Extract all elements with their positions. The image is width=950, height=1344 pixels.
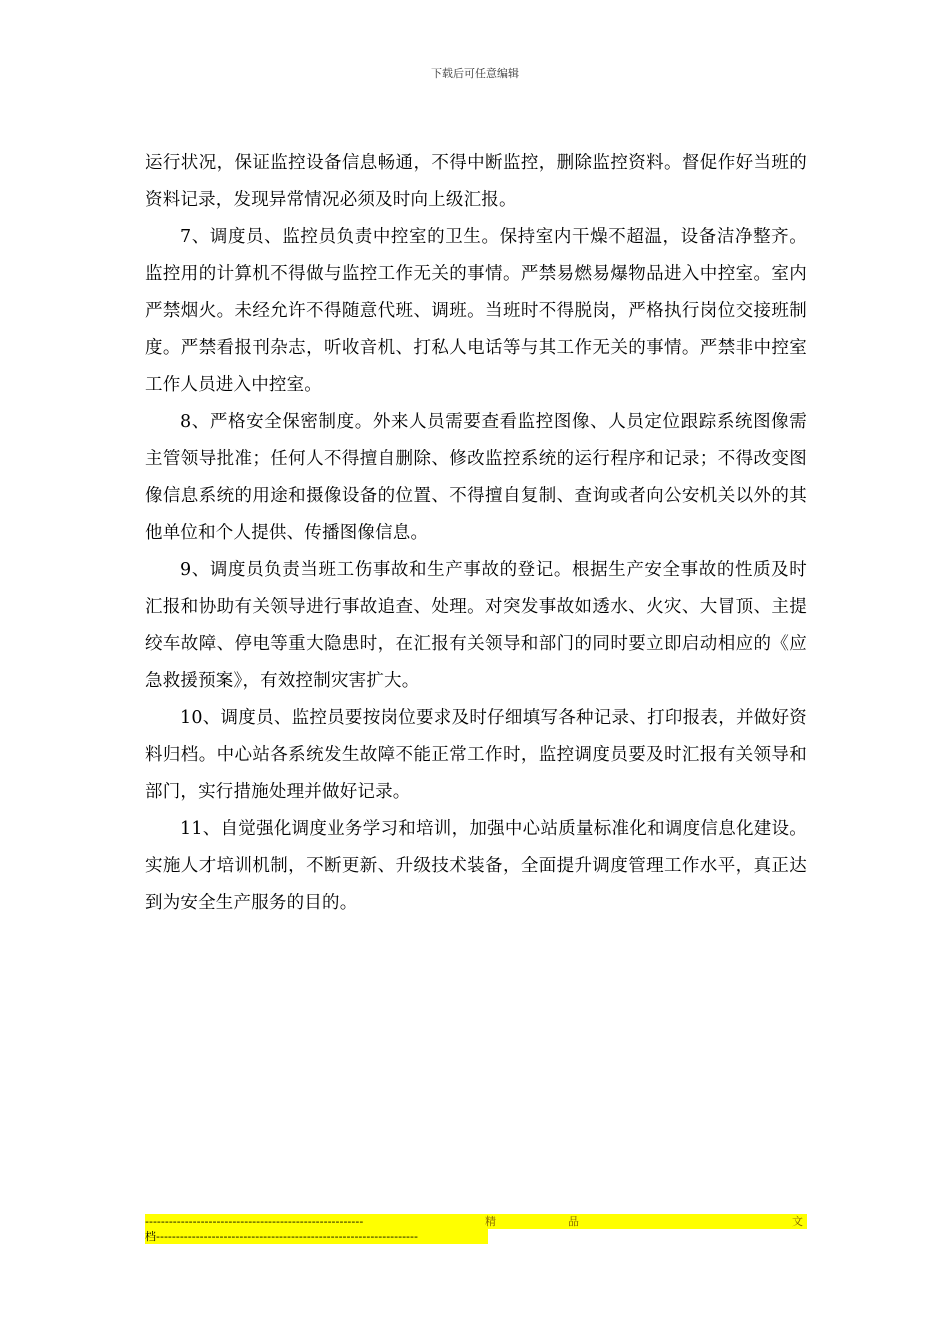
footer-char-pin: 品 (568, 1215, 579, 1228)
footer-highlight-line-2: 档------------------------------------------------------------------ (145, 1229, 488, 1244)
footer-char-wen: 文 (792, 1215, 803, 1228)
paragraph-item-7: 7、调度员、监控员负责中控室的卫生。保持室内干燥不超温，设备洁净整齐。监控用的计算机不得做与监控工作无关的事情。严禁易燃易爆物品进入中控室。室内严禁烟火。未经允许不得随意代班、调班。当班时不得脱岗，严格执行岗位交接班制度。严禁看报刊杂志，听收音机、打私人电话等与其工作无关的事情。严禁非中控室工作人员进入中控室。 (145, 227, 807, 395)
footer-highlight-line-1 (145, 1214, 807, 1229)
paragraph-continuation: 运行状况，保证监控设备信息畅通，不得中断监控，删除监控资料。督促作好当班的资料记录，发现异常情况必须及时向上级汇报。 (145, 153, 807, 210)
footer-dashes: ------------------------------------------------------- (145, 1215, 364, 1228)
page-header: 下载后可任意编辑 (431, 67, 519, 80)
paragraph-item-8: 8、严格安全保密制度。外来人员需要查看监控图像、人员定位跟踪系统图像需主管领导批准；任何人不得擅自删除、修改监控系统的运行程序和记录；不得改变图像信息系统的用途和摄像设备的位置、不得擅自复制、查询或者向公安机关以外的其他单位和个人提供、传播图像信息。 (145, 412, 807, 543)
paragraph-item-10: 10、调度员、监控员要按岗位要求及时仔细填写各种记录、打印报表，并做好资料归档。中心站各系统发生故障不能正常工作时，监控调度员要及时汇报有关领导和部门，实行措施处理并做好记录。 (145, 708, 807, 802)
paragraph-item-9: 9、调度员负责当班工伤事故和生产事故的登记。根据生产安全事故的性质及时汇报和协助有关领导进行事故追查、处理。对突发事故如透水、火灾、大冒顶、主提绞车故障、停电等重大隐患时，在汇报有关领导和部门的同时要立即启动相应的《应急救援预案》，有效控制灾害扩大。 (145, 560, 807, 691)
footer-char-jing: 精 (485, 1215, 496, 1228)
document-body (145, 145, 807, 922)
paragraph-item-11: 11、自觉强化调度业务学习和培训，加强中心站质量标准化和调度信息化建设。实施人才培训机制，不断更新、升级技术装备，全面提升调度管理工作水平，真正达到为安全生产服务的目的。 (145, 819, 807, 913)
